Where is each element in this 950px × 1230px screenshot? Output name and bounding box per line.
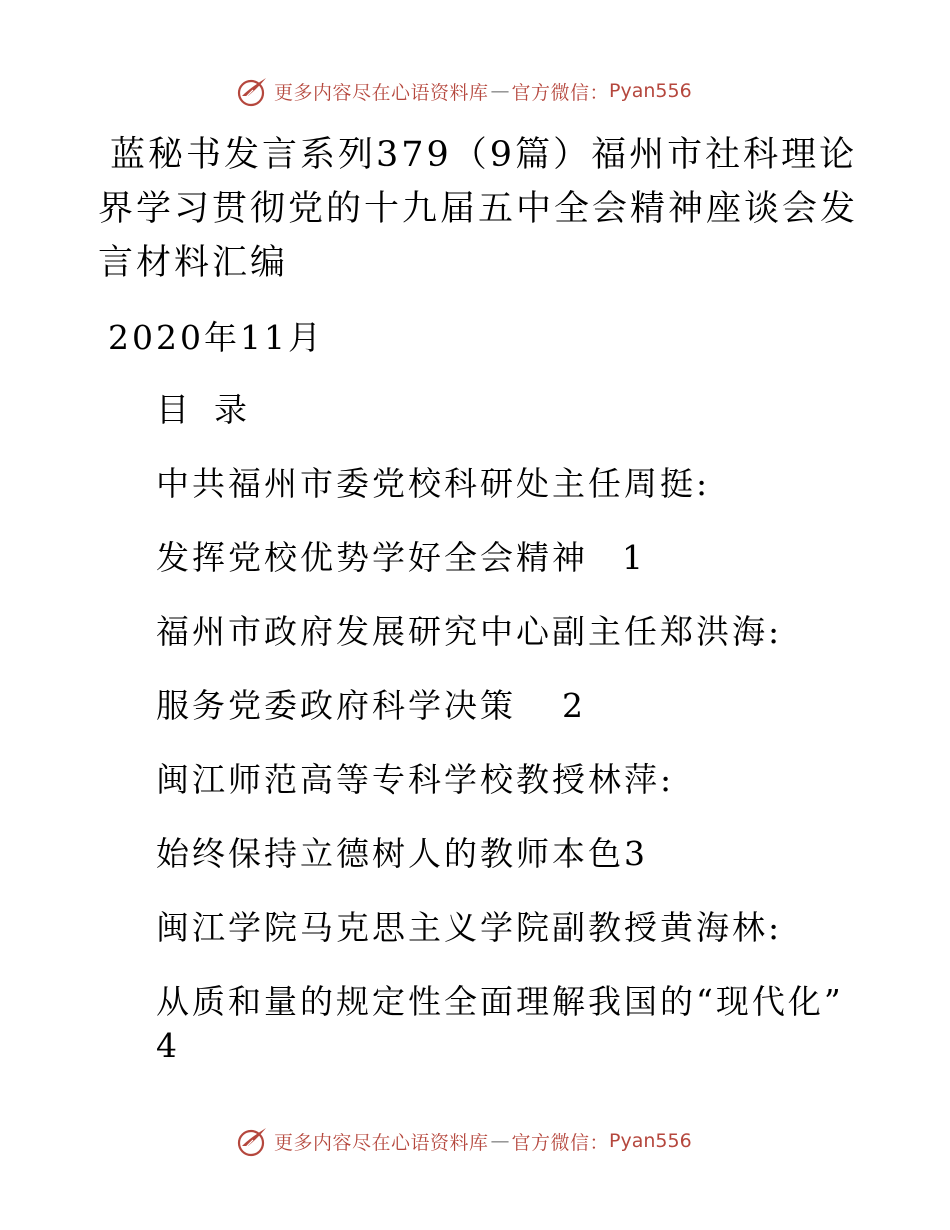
watermark-wechat-id: Pyan556 xyxy=(609,80,692,102)
quill-circle-icon xyxy=(236,74,270,108)
watermark-wechat-label: 官方微信： xyxy=(511,1131,610,1154)
toc-heading xyxy=(156,388,876,432)
toc-entry-page: 3 xyxy=(624,834,648,873)
watermark-dash: — xyxy=(490,80,510,102)
toc-heading-part2: 录 xyxy=(214,390,250,429)
toc-entry-title xyxy=(156,832,876,876)
toc-entry-author: 闽江师范高等专科学校教授林萍: xyxy=(156,760,675,799)
toc-entry-title: 从质和量的规定性全面理解我国的“现代化” xyxy=(156,982,844,1021)
toc-entry-page: 4 xyxy=(156,1026,180,1065)
toc-entry-title-text: 服务党委政府科学决策 xyxy=(156,686,516,725)
document-title xyxy=(98,128,868,290)
toc-entry-page: 2 xyxy=(562,686,586,725)
document-date: 2020年11月 xyxy=(108,318,324,357)
watermark-dash: — xyxy=(490,1130,510,1152)
table-of-contents xyxy=(156,388,876,1098)
watermark-text: 更多内容尽在心语资料库 xyxy=(274,1131,489,1154)
toc-entry-title-text: 发挥党校优势学好全会精神 xyxy=(156,538,588,577)
toc-entry-author: 闽江学院马克思主义学院副教授黄海林: xyxy=(156,908,783,947)
quill-circle-icon xyxy=(236,1124,270,1158)
watermark-wechat-id: Pyan556 xyxy=(609,1130,692,1152)
header-watermark xyxy=(236,74,692,108)
toc-entry-title-text: 始终保持立德树人的教师本色 xyxy=(156,834,624,873)
toc-entry-author: 福州市政府发展研究中心副主任郑洪海: xyxy=(156,612,783,651)
toc-entry-title xyxy=(156,684,876,728)
toc-entry-author: 中共福州市委党校科研处主任周挺: xyxy=(156,464,711,503)
footer-watermark xyxy=(236,1124,692,1158)
watermark-wechat-label: 官方微信： xyxy=(511,81,610,104)
document-title-text: 蓝秘书发言系列379（9篇）福州市社科理论界学习贯彻党的十九届五中全会精神座谈会发言材料汇编 xyxy=(98,135,859,283)
toc-heading-part1: 目 xyxy=(156,390,192,429)
watermark-text: 更多内容尽在心语资料库 xyxy=(274,81,489,104)
toc-entry-title xyxy=(156,536,876,580)
toc-entry-page: 1 xyxy=(622,538,646,577)
